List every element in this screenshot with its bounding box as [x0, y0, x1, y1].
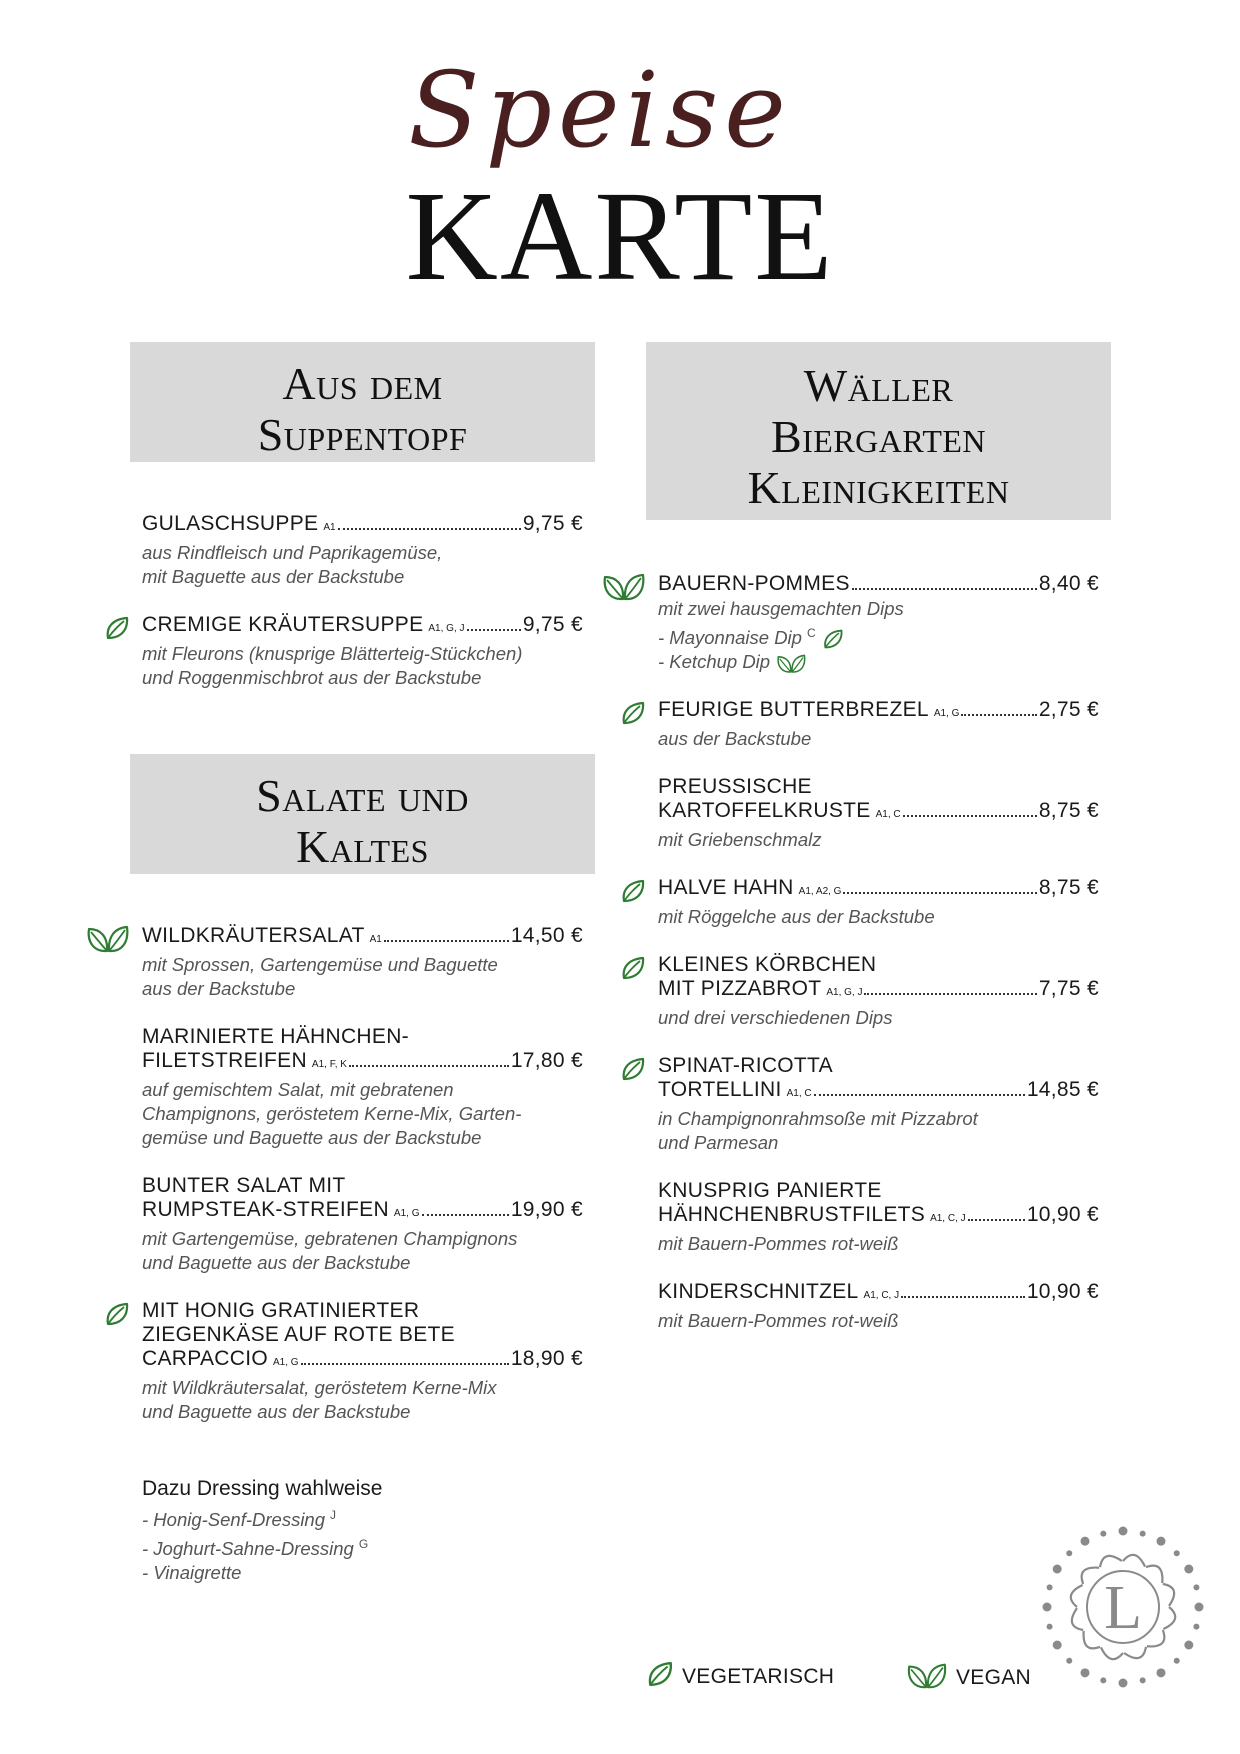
dot-leader — [864, 993, 1036, 995]
description-line: mit Griebenschmalz — [658, 829, 822, 851]
dressing-label: - Joghurt-Sahne-Dressing — [142, 1538, 354, 1560]
description-line: mit Wildkräutersalat, geröstetem Kerne-Mix — [142, 1377, 497, 1398]
description-line: und drei verschiedenen Dips — [658, 1007, 893, 1029]
dot-leader — [961, 714, 1036, 716]
section-title-line: Suppentopf — [257, 409, 468, 460]
dot-leader — [338, 528, 521, 530]
legend-vegan — [906, 1660, 1031, 1696]
menu-item — [658, 698, 1099, 751]
menu-item-name-row — [142, 924, 583, 952]
section-title-line: Salate und — [256, 770, 469, 821]
menu-item-name-text: GULASCHSUPPE — [142, 512, 319, 535]
menu-item-name-text: CREMIGE KRÄUTERSUPPE — [142, 613, 424, 636]
description-line: in Champignonrahmsoße mit Pizzabrot — [658, 1108, 978, 1130]
allergen-codes: A1, C, J — [930, 1213, 966, 1225]
menu-item-description — [658, 828, 1099, 852]
menu-item-name-line: MIT HONIG GRATINIERTER — [142, 1299, 420, 1322]
description-line: und Baguette aus der Backstube — [142, 1401, 411, 1422]
description-line: mit Röggelche aus der Backstube — [658, 906, 935, 928]
menu-item-price: 9,75 € — [522, 512, 583, 535]
description-line: aus Rindfleisch und Paprikagemüse, — [142, 542, 443, 563]
menu-item-name — [658, 1054, 1099, 1106]
double-leaf-icon — [906, 1660, 948, 1690]
menu-item — [142, 924, 583, 1001]
allergen-codes: A1, C — [786, 1088, 812, 1100]
description-line: mit Gartengemüse, gebratenen Champignons — [142, 1228, 518, 1249]
right-column — [646, 342, 1111, 1357]
dip-option — [658, 650, 1099, 674]
menu-item-description — [142, 642, 583, 690]
legend-vegetarian — [646, 1660, 834, 1694]
section-salad — [130, 754, 595, 1585]
menu-item — [658, 1179, 1099, 1256]
menu-item-name — [658, 775, 1099, 827]
section-title-line: Wäller — [803, 360, 954, 411]
menu-item — [658, 1280, 1099, 1333]
menu-item-price: 18,90 € — [510, 1347, 583, 1370]
description-line: gemüse und Baguette aus der Backstube — [142, 1127, 482, 1148]
leaf-icon — [620, 878, 646, 904]
menu-item-description — [658, 1309, 1099, 1333]
dressing-option — [142, 1503, 583, 1532]
legend-vegan-label: VEGAN — [956, 1666, 1032, 1689]
description-line: und Parmesan — [658, 1132, 779, 1154]
menu-item — [142, 512, 583, 589]
dressing-list — [142, 1503, 583, 1585]
dot-leader — [903, 815, 1037, 817]
menu-item-name-text: MIT PIZZABROT — [658, 977, 822, 1001]
menu-item-name-row — [142, 512, 583, 540]
menu-items — [646, 572, 1111, 1333]
menu-item-name — [658, 572, 1099, 596]
allergen-codes: A1, G — [273, 1357, 299, 1368]
menu-item-name — [658, 876, 1099, 904]
description-line: Champignons, geröstetem Kerne-Mix, Garten- — [142, 1103, 522, 1124]
menu-item-name-text: FEURIGE BUTTERBREZEL — [658, 698, 929, 722]
menu-item-price: 2,75 € — [1038, 698, 1099, 722]
dot-leader — [843, 892, 1036, 894]
allergen-codes: C — [806, 626, 816, 640]
allergen-codes: A1, A2, G — [798, 886, 842, 898]
description-line: mit Bauern-Pommes rot-weiß — [658, 1310, 899, 1332]
double-leaf-icon — [602, 570, 646, 602]
menu-item-name — [142, 1025, 583, 1077]
menu-item-price: 14,50 € — [510, 924, 583, 947]
menu-item-name — [658, 698, 1099, 726]
dressing-title: Dazu Dressing wahlweise — [142, 1477, 383, 1500]
dot-leader — [349, 1065, 509, 1067]
menu-item-name — [658, 953, 1099, 1005]
allergen-codes: A1, G — [393, 1208, 420, 1219]
menu-item-name — [142, 512, 583, 540]
menu-item-price: 8,75 € — [1038, 876, 1099, 900]
allergen-codes: A1 — [323, 522, 336, 533]
restaurant-logo — [1038, 1522, 1208, 1692]
menu-item-name-text: HÄHNCHENBRUSTFILETS — [658, 1203, 926, 1227]
menu-item-name-line: KNUSPRIG PANIERTE — [658, 1179, 882, 1203]
section-header — [646, 342, 1111, 520]
menu-item-name-row — [658, 572, 1099, 596]
menu-items — [130, 924, 595, 1424]
section-soup — [130, 342, 595, 690]
menu-item-name-text: KARTOFFELKRUSTE — [658, 799, 871, 823]
dressing-label: - Vinaigrette — [142, 1562, 242, 1584]
menu-item-name-text: RUMPSTEAK-STREIFEN — [142, 1198, 389, 1221]
allergen-codes: A1, G, J — [826, 987, 863, 999]
description-line: auf gemischtem Salat, mit gebratenen — [142, 1079, 454, 1100]
section-title-line: Kaltes — [296, 821, 429, 872]
menu-item-description — [658, 1107, 1099, 1155]
double-leaf-icon — [906, 1660, 956, 1696]
menu-item-name-row — [658, 876, 1099, 904]
dot-leader — [301, 1363, 509, 1365]
section-beer-garden — [646, 342, 1111, 1333]
dot-leader — [968, 1219, 1025, 1221]
menu-item-description — [658, 1006, 1099, 1030]
menu-item-description — [658, 1232, 1099, 1256]
section-header — [130, 754, 595, 874]
menu-item-name — [142, 1174, 583, 1226]
logo-letter: L — [1104, 1574, 1142, 1642]
menu-item-name — [142, 613, 583, 641]
menu-item-name — [658, 1280, 1099, 1308]
menu-item-description — [142, 1078, 583, 1150]
description-line: mit Sprossen, Gartengemüse und Baguette — [142, 954, 498, 975]
dressing-option — [142, 1532, 583, 1561]
menu-item — [658, 953, 1099, 1030]
menu-item-price: 17,80 € — [510, 1049, 583, 1072]
allergen-codes: A1, F, K — [311, 1059, 347, 1070]
menu-items — [130, 512, 595, 690]
allergen-codes: J — [330, 1508, 337, 1522]
dot-leader — [814, 1094, 1025, 1096]
dot-leader — [384, 940, 509, 942]
legend-vegetarian-label: VEGETARISCH — [682, 1665, 835, 1688]
menu-item-name-row — [142, 1347, 583, 1375]
double-leaf-icon — [86, 922, 130, 954]
description-line: mit Baguette aus der Backstube — [142, 566, 405, 587]
menu-item-price: 10,90 € — [1026, 1203, 1099, 1227]
section-title-line: Aus dem — [282, 358, 443, 409]
menu-item-name-line: ZIEGENKÄSE AUF ROTE BETE — [142, 1323, 455, 1346]
menu-item-name-text: BAUERN-POMMES — [658, 572, 850, 595]
menu-item-name-row — [658, 698, 1099, 726]
menu-item-name-row — [142, 1049, 583, 1077]
allergen-codes: A1 — [369, 934, 382, 945]
menu-item-description — [142, 953, 583, 1001]
menu-item-name — [142, 1299, 583, 1375]
leaf-icon — [620, 700, 646, 726]
left-column — [130, 342, 595, 1585]
allergen-codes: A1, G — [933, 708, 960, 720]
allergen-codes: A1, C — [875, 809, 901, 821]
menu-item-price: 8,75 € — [1038, 799, 1099, 823]
description-line: mit zwei hausgemachten Dips — [658, 598, 904, 619]
leaf-icon — [646, 1660, 682, 1694]
dot-leader — [467, 629, 521, 631]
menu-item — [142, 613, 583, 690]
menu-item-name-row — [658, 1078, 1099, 1106]
description-line: aus der Backstube — [658, 728, 812, 750]
dressing-options — [130, 1476, 595, 1585]
leaf-icon — [822, 628, 844, 650]
menu-item-name — [658, 1179, 1099, 1231]
dot-leader — [852, 588, 1037, 590]
menu-item-price: 9,75 € — [522, 613, 583, 636]
menu-item-price: 10,90 € — [1026, 1280, 1099, 1304]
menu-item-name-line: SPINAT-RICOTTA — [658, 1054, 833, 1078]
menu-item-description — [142, 1227, 583, 1275]
leaf-icon — [104, 615, 130, 641]
menu-item-name-row — [658, 977, 1099, 1005]
section-title-line: Kleinigkeiten — [747, 462, 1010, 513]
allergen-codes: G — [358, 1537, 369, 1552]
title-script-text: Speise — [408, 49, 792, 171]
menu-item — [658, 1054, 1099, 1155]
leaf-icon — [646, 1660, 674, 1688]
menu-item-description — [658, 727, 1099, 751]
menu-item-name-row — [142, 613, 583, 641]
menu-item-name-text: KINDERSCHNITZEL — [658, 1280, 859, 1304]
menu-item — [658, 775, 1099, 852]
dip-label: - Ketchup Dip — [658, 651, 771, 673]
menu-item — [658, 572, 1099, 674]
section-header — [130, 342, 595, 462]
menu-item — [142, 1174, 583, 1275]
menu-item-name-row — [658, 799, 1099, 827]
description-line: und Baguette aus der Backstube — [142, 1252, 411, 1273]
menu-item-name-text: FILETSTREIFEN — [142, 1049, 307, 1072]
menu-item-name-line: KLEINES KÖRBCHEN — [658, 953, 877, 977]
menu-item-name-text: TORTELLINI — [658, 1078, 782, 1102]
menu-item-description — [658, 597, 1099, 674]
dot-leader — [901, 1296, 1025, 1298]
menu-item-name-text: WILDKRÄUTERSALAT — [142, 924, 365, 947]
description-line: mit Fleurons (knusprige Blätterteig-Stückchen) — [142, 643, 523, 664]
page-title: KARTE — [405, 165, 835, 307]
dip-option — [658, 621, 1099, 650]
menu-item-description — [142, 541, 583, 589]
leaf-icon — [104, 1301, 130, 1327]
menu-item-name-line: BUNTER SALAT MIT — [142, 1174, 346, 1197]
dot-leader — [422, 1214, 509, 1216]
menu-item-name-row — [658, 1203, 1099, 1231]
menu-item-name — [142, 924, 583, 952]
double-leaf-icon — [776, 652, 807, 674]
menu-item-price: 14,85 € — [1026, 1078, 1099, 1102]
menu-item-name-text: CARPACCIO — [142, 1347, 268, 1370]
leaf-icon — [620, 1056, 646, 1082]
menu-item-price: 19,90 € — [510, 1198, 583, 1221]
menu-item-name-row — [658, 1280, 1099, 1308]
menu-item — [142, 1299, 583, 1424]
menu-item-price: 7,75 € — [1038, 977, 1099, 1001]
menu-item — [658, 876, 1099, 929]
dressing-label: - Honig-Senf-Dressing — [142, 1509, 326, 1531]
dip-label: - Mayonnaise Dip — [658, 627, 802, 649]
menu-item-description — [658, 905, 1099, 929]
dressing-option — [142, 1561, 583, 1585]
menu-item-name-text: HALVE HAHN — [658, 876, 794, 900]
menu-item-name-line: PREUSSISCHE — [658, 775, 812, 799]
description-line: aus der Backstube — [142, 978, 296, 999]
description-line: und Roggenmischbrot aus der Backstube — [142, 667, 482, 688]
allergen-codes: A1, C, J — [863, 1290, 900, 1302]
menu-item-name-line: MARINIERTE HÄHNCHEN- — [142, 1025, 409, 1048]
section-title-line: Biergarten — [770, 411, 987, 462]
menu-item-price: 8,40 € — [1038, 572, 1099, 595]
menu-item — [142, 1025, 583, 1150]
description-line: mit Bauern-Pommes rot-weiß — [658, 1233, 899, 1255]
leaf-icon — [620, 955, 646, 981]
menu-item-name-row — [142, 1198, 583, 1226]
allergen-codes: A1, G, J — [428, 623, 465, 634]
menu-item-description — [142, 1376, 583, 1424]
